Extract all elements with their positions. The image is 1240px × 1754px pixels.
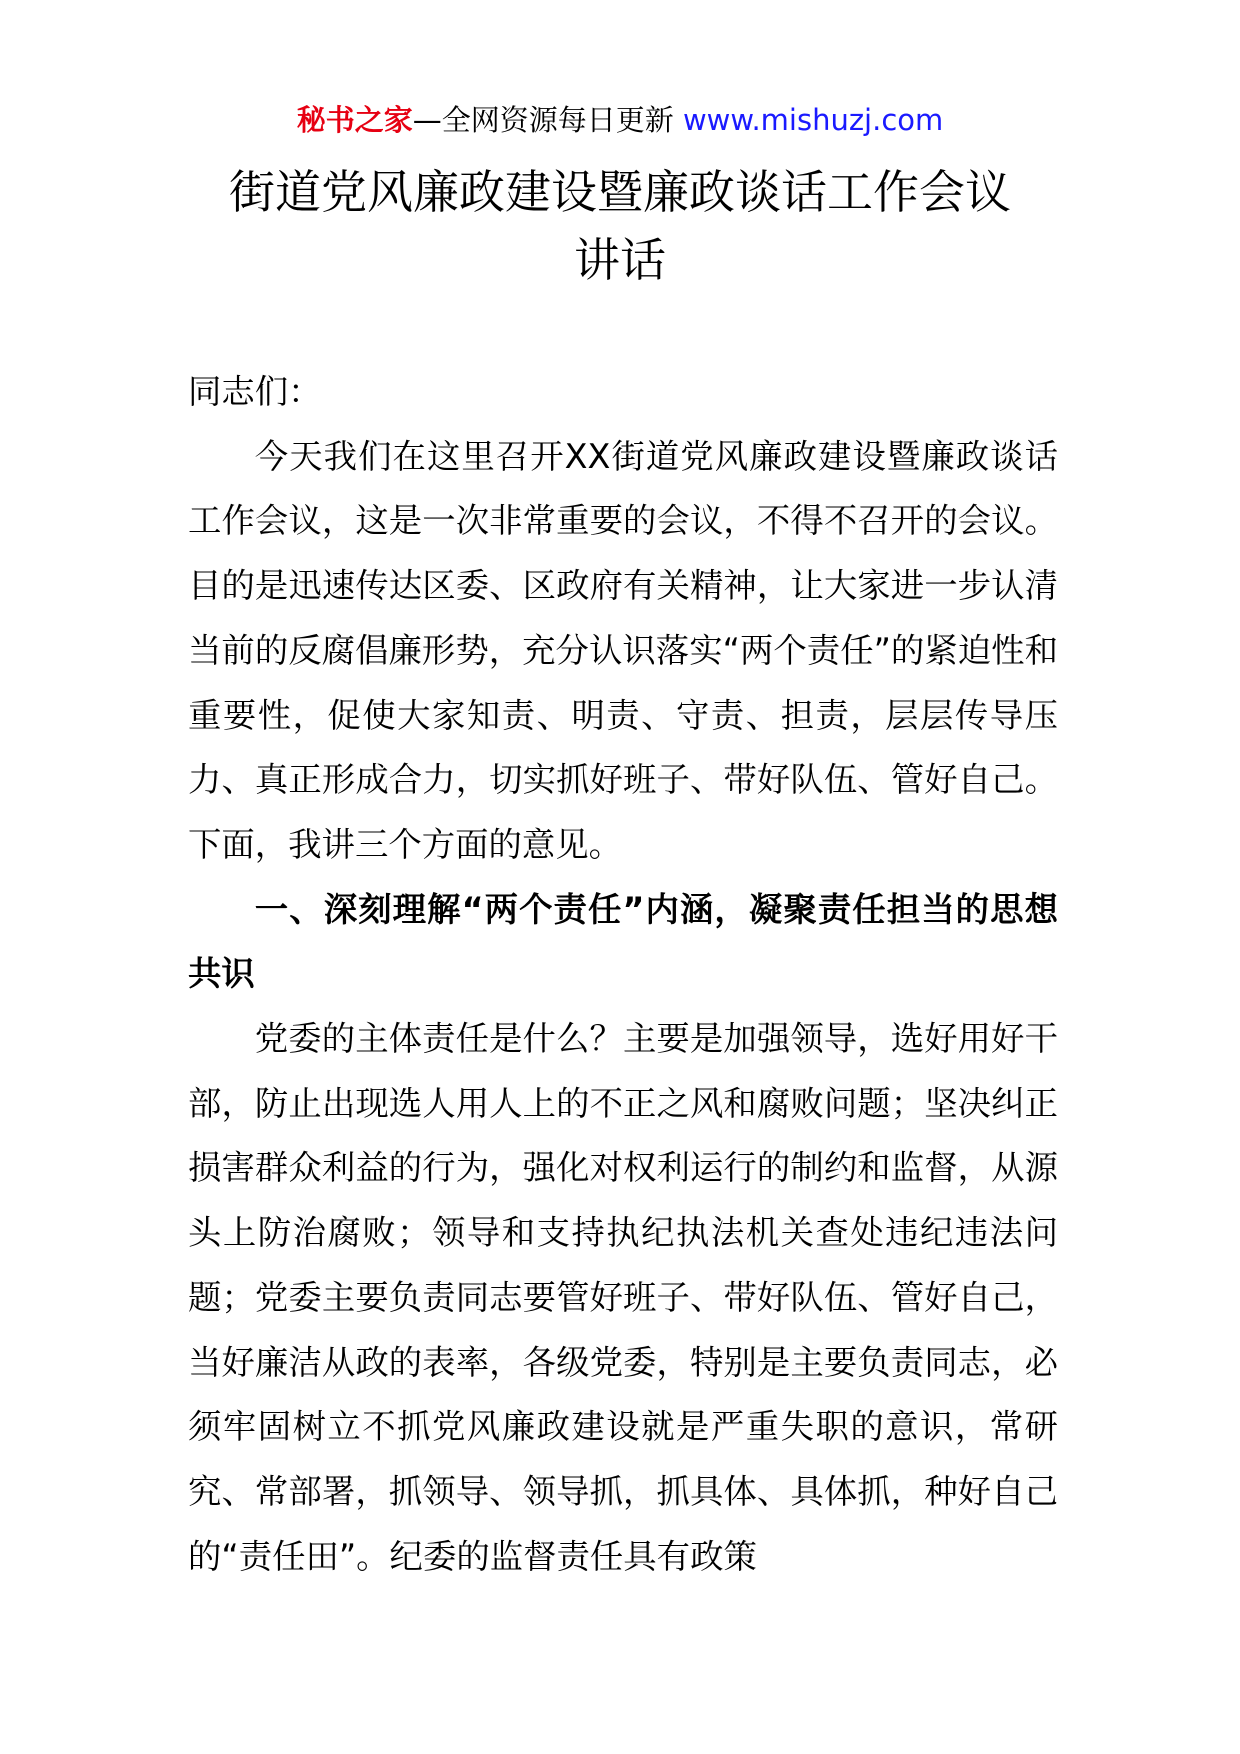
site-header: [0, 100, 1240, 140]
site-url-link[interactable]: www.mishuzj.com: [682, 103, 944, 137]
document-title: [0, 158, 1240, 294]
section-heading-1: 一、深刻理解“两个责任”内涵，凝聚责任担当的思想共识: [188, 889, 1058, 994]
salutation: 同志们：: [188, 372, 322, 411]
header-slogan: —全网资源每日更新: [412, 103, 674, 137]
title-line-1: 街道党风廉政建设暨廉政谈话工作会议: [229, 165, 1011, 219]
paragraph-intro: 今天我们在这里召开XX街道党风廉政建设暨廉政谈话工作会议，这是一次非常重要的会议，不得不召开的会议。目的是迅速传达区委、区政府有关精神，让大家进一步认清当前的反腐倡廉形势，充分认识落实“两个责任”的紧迫性和重要性，促使大家知责、明责、守责、担责，层层传导压力、真正形成合力，切实抓好班子、带好队伍、管好自己。下面，我讲三个方面的意见。: [188, 436, 1058, 864]
brand-name: 秘书之家: [296, 103, 413, 137]
paragraph-party-responsibility: 党委的主体责任是什么？主要是加强领导，选好用好干部，防止出现选人用人上的不正之风和腐败问题；坚决纠正损害群众利益的行为，强化对权利运行的制约和监督，从源头上防治腐败；领导和支持执纪执法机关查处违纪违法问题；党委主要负责同志要管好班子、带好队伍、管好自己，当好廉洁从政的表率，各级党委，特别是主要负责同志，必须牢固树立不抓党风廉政建设就是严重失职的意识，常研究、常部署，抓领导、领导抓，抓具体、具体抓，种好自己的“责任田”。纪委的监督责任具有政策: [188, 1019, 1058, 1576]
document-body: [188, 360, 1058, 1589]
title-line-2: 讲话: [574, 233, 666, 287]
